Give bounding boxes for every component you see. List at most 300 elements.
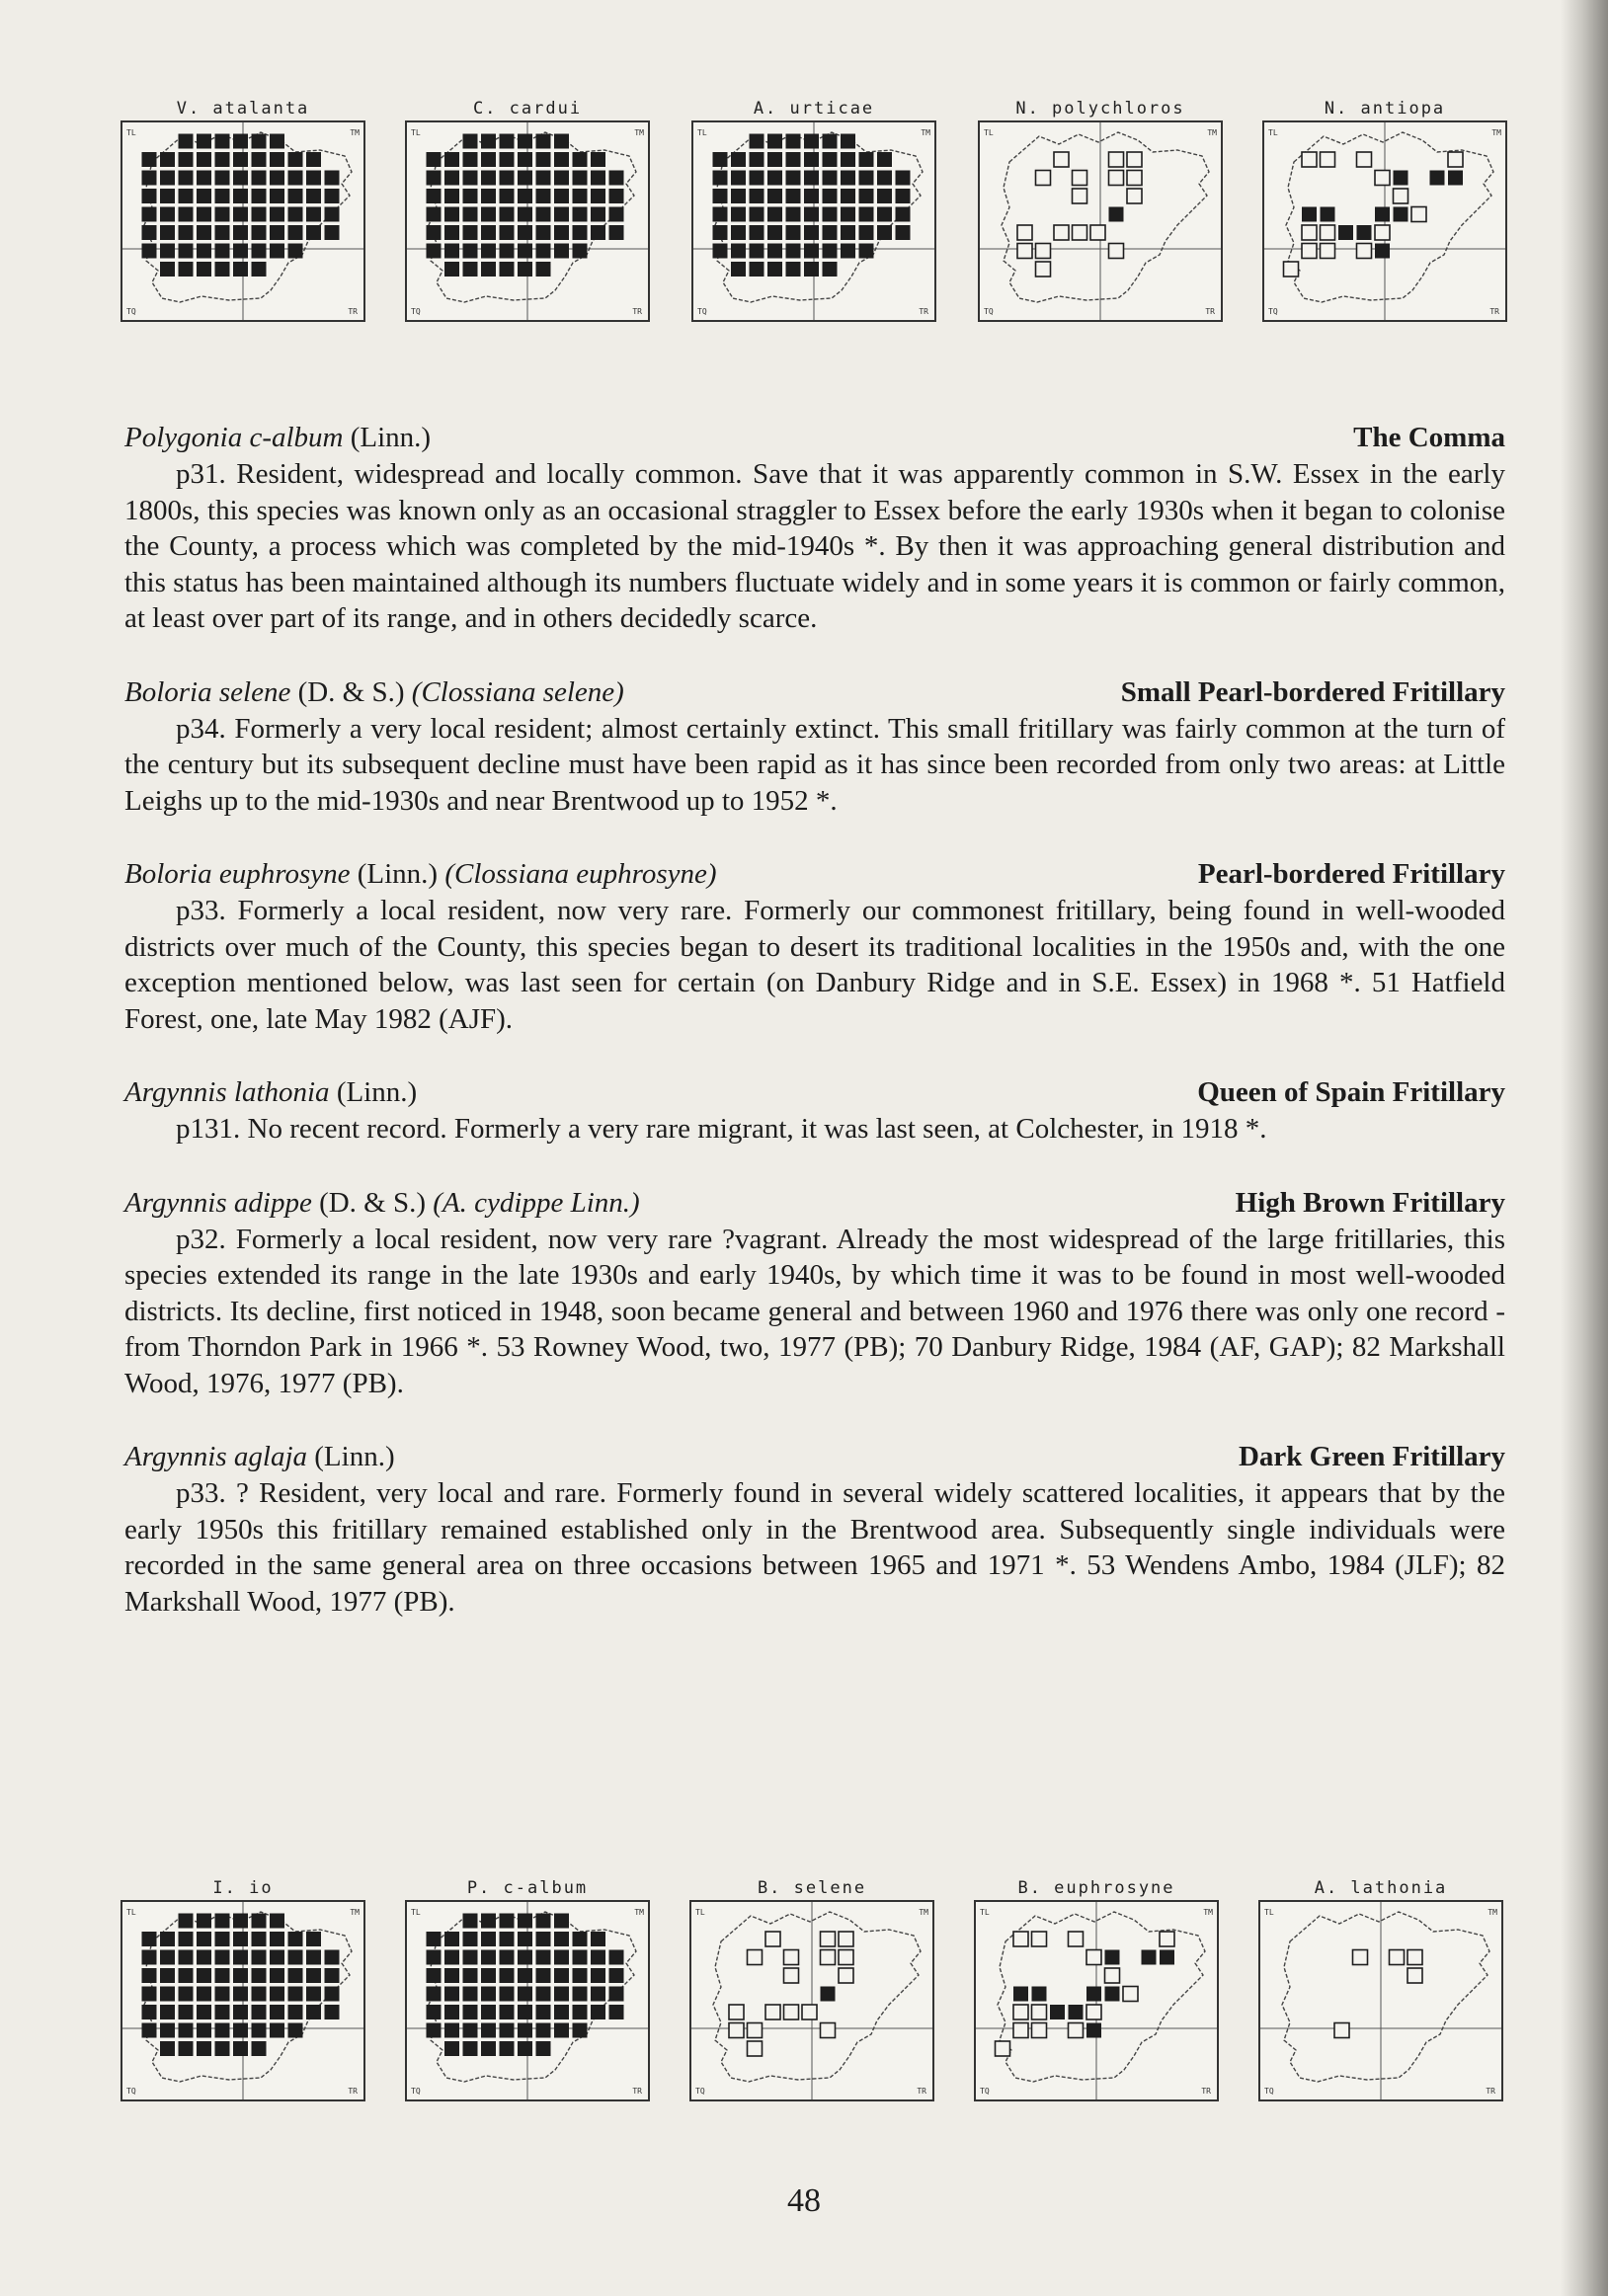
record-square-filled	[518, 225, 532, 240]
county-outline	[713, 1912, 921, 2082]
record-square-filled	[1109, 207, 1124, 222]
corner-label: TR	[917, 2087, 926, 2096]
distribution-map-graphic	[976, 1902, 1217, 2099]
record-square-filled	[591, 2005, 605, 2019]
record-square-filled	[142, 1932, 157, 1946]
record-square-open	[821, 1950, 836, 1965]
record-square-filled	[215, 189, 230, 203]
record-square-filled	[252, 189, 267, 203]
record-square-filled	[427, 1987, 442, 2002]
record-square-filled	[306, 225, 321, 240]
record-square-open	[748, 2023, 763, 2038]
record-square-filled	[786, 189, 801, 203]
map-frame	[405, 120, 650, 322]
corner-label: TR	[1489, 307, 1499, 316]
record-square-filled	[536, 189, 551, 203]
record-square-filled	[197, 152, 211, 167]
record-square-filled	[142, 2005, 157, 2019]
record-square-filled	[270, 189, 284, 203]
map-frame	[1262, 120, 1507, 322]
record-square-open	[1086, 1950, 1101, 1965]
record-square-filled	[160, 189, 175, 203]
record-square-filled	[197, 262, 211, 277]
record-square-filled	[1105, 1987, 1120, 2002]
corner-label: TL	[126, 128, 136, 137]
record-square-filled	[252, 225, 267, 240]
record-square-filled	[591, 171, 605, 186]
map-frame	[978, 120, 1223, 322]
record-square-filled	[270, 207, 284, 222]
record-square-open	[765, 1932, 780, 1946]
record-square-filled	[500, 2023, 515, 2038]
record-square-filled	[804, 262, 819, 277]
record-square-filled	[252, 152, 267, 167]
record-square-filled	[609, 225, 624, 240]
species-entry	[124, 673, 1505, 820]
record-square-filled	[554, 207, 569, 222]
common-name: Pearl-bordered Fritillary	[1197, 858, 1505, 890]
record-square-filled	[270, 1968, 284, 1983]
record-square-filled	[288, 244, 303, 259]
record-square-filled	[1394, 171, 1408, 186]
scientific-name: Boloria selene	[124, 675, 291, 708]
map-i-io	[121, 1876, 365, 2101]
map-b-selene	[689, 1876, 934, 2101]
record-square-filled	[197, 1968, 211, 1983]
record-square-filled	[270, 225, 284, 240]
record-square-filled	[767, 189, 782, 203]
record-square-filled	[252, 171, 267, 186]
record-square-filled	[179, 134, 194, 149]
record-square-open	[748, 2041, 763, 2056]
record-square-open	[821, 2023, 836, 2038]
corner-label: TQ	[697, 307, 707, 316]
record-square-filled	[270, 171, 284, 186]
record-square-filled	[427, 171, 442, 186]
record-square-filled	[325, 2005, 340, 2019]
record-square-filled	[463, 2041, 478, 2056]
record-square-filled	[786, 152, 801, 167]
map-caption: P. c-album	[466, 1878, 589, 1898]
record-square-filled	[179, 171, 194, 186]
record-square-filled	[142, 152, 157, 167]
record-square-filled	[481, 2041, 496, 2056]
record-square-filled	[179, 262, 194, 277]
record-square-filled	[859, 207, 874, 222]
record-square-filled	[481, 171, 496, 186]
record-square-open	[1321, 244, 1335, 259]
record-square-filled	[288, 1987, 303, 2002]
record-square-filled	[823, 134, 838, 149]
record-square-filled	[1086, 2023, 1101, 2038]
record-square-filled	[142, 2023, 157, 2038]
map-frame	[121, 120, 365, 322]
record-square-filled	[481, 2005, 496, 2019]
record-square-filled	[252, 262, 267, 277]
record-square-filled	[463, 244, 478, 259]
record-square-filled	[767, 171, 782, 186]
record-square-filled	[444, 189, 459, 203]
record-square-filled	[554, 1950, 569, 1965]
record-square-filled	[233, 207, 248, 222]
record-square-filled	[306, 1950, 321, 1965]
record-square-filled	[554, 1968, 569, 1983]
entry-heading	[124, 1438, 1505, 1475]
record-square-filled	[573, 1968, 588, 1983]
record-square-filled	[841, 189, 855, 203]
record-square-filled	[197, 2041, 211, 2056]
record-square-filled	[233, 1968, 248, 1983]
record-square-filled	[500, 1968, 515, 1983]
record-square-filled	[179, 2005, 194, 2019]
record-square-filled	[859, 225, 874, 240]
record-square-filled	[518, 152, 532, 167]
record-square-filled	[877, 152, 892, 167]
record-square-filled	[731, 152, 746, 167]
record-square-filled	[463, 262, 478, 277]
record-square-open	[802, 2005, 817, 2019]
record-square-open	[1127, 171, 1142, 186]
record-square-open	[821, 1932, 836, 1946]
record-square-filled	[481, 1950, 496, 1965]
record-square-filled	[427, 207, 442, 222]
record-square-filled	[536, 1914, 551, 1929]
corner-label: TQ	[1268, 307, 1278, 316]
record-square-filled	[731, 244, 746, 259]
record-square-filled	[306, 152, 321, 167]
record-square-open	[1109, 244, 1124, 259]
record-square-filled	[518, 207, 532, 222]
record-square-filled	[463, 2023, 478, 2038]
record-square-filled	[1448, 171, 1463, 186]
entry-body	[124, 1475, 1505, 1620]
record-square-filled	[804, 189, 819, 203]
record-square-filled	[142, 189, 157, 203]
record-square-filled	[591, 189, 605, 203]
record-square-filled	[288, 2023, 303, 2038]
record-square-filled	[481, 1968, 496, 1983]
record-square-filled	[896, 189, 911, 203]
record-square-filled	[1105, 1950, 1120, 1965]
record-square-filled	[518, 1968, 532, 1983]
record-square-filled	[573, 171, 588, 186]
record-square-filled	[591, 1932, 605, 1946]
record-square-filled	[536, 1968, 551, 1983]
map-caption: A. urticae	[753, 99, 875, 119]
record-square-filled	[427, 244, 442, 259]
record-square-filled	[142, 171, 157, 186]
record-square-filled	[215, 1987, 230, 2002]
record-square-filled	[142, 1987, 157, 2002]
record-square-filled	[481, 134, 496, 149]
record-square-filled	[609, 207, 624, 222]
corner-label: TM	[919, 1908, 928, 1917]
record-square-filled	[179, 244, 194, 259]
record-square-filled	[823, 207, 838, 222]
record-square-filled	[554, 244, 569, 259]
record-square-filled	[731, 262, 746, 277]
distribution-map-graphic	[980, 122, 1221, 320]
record-square-open	[1073, 225, 1087, 240]
corner-label: TR	[348, 2087, 358, 2096]
record-square-filled	[536, 2005, 551, 2019]
scientific-name: Argynnis lathonia	[124, 1076, 330, 1108]
record-square-filled	[233, 152, 248, 167]
record-square-filled	[444, 1950, 459, 1965]
record-square-filled	[160, 2005, 175, 2019]
map-frame	[691, 120, 936, 322]
record-square-open	[1013, 1932, 1028, 1946]
map-caption: V. atalanta	[176, 99, 310, 119]
author: (Linn.)	[314, 1441, 395, 1472]
map-caption: B. euphrosyne	[1017, 1878, 1175, 1898]
record-square-filled	[713, 225, 728, 240]
record-square-filled	[197, 225, 211, 240]
record-square-filled	[823, 244, 838, 259]
record-square-filled	[554, 171, 569, 186]
record-square-filled	[233, 225, 248, 240]
record-square-filled	[536, 2041, 551, 2056]
record-square-filled	[160, 171, 175, 186]
record-square-filled	[896, 207, 911, 222]
record-square-filled	[713, 244, 728, 259]
entry-heading	[124, 1184, 1505, 1222]
county-outline	[1282, 1912, 1489, 2082]
record-square-filled	[500, 244, 515, 259]
corner-label: TQ	[1264, 2087, 1274, 2096]
record-square-filled	[463, 152, 478, 167]
record-square-filled	[215, 2041, 230, 2056]
record-square-filled	[731, 225, 746, 240]
record-square-filled	[233, 134, 248, 149]
record-square-filled	[463, 1987, 478, 2002]
entry-heading	[124, 1073, 1505, 1111]
record-square-filled	[179, 225, 194, 240]
record-square-open	[1032, 2005, 1047, 2019]
record-square-open	[1013, 2005, 1028, 2019]
record-square-filled	[500, 2005, 515, 2019]
record-square-filled	[179, 207, 194, 222]
record-square-filled	[463, 1914, 478, 1929]
record-square-filled	[609, 1968, 624, 1983]
record-square-filled	[573, 189, 588, 203]
corner-label: TR	[632, 2087, 642, 2096]
record-square-filled	[573, 2005, 588, 2019]
record-square-open	[1302, 225, 1317, 240]
record-square-filled	[233, 262, 248, 277]
record-square-filled	[252, 1914, 267, 1929]
record-square-filled	[306, 1968, 321, 1983]
record-square-filled	[427, 1968, 442, 1983]
reference: p33.	[176, 1477, 226, 1509]
record-square-filled	[1050, 2005, 1065, 2019]
record-square-filled	[786, 171, 801, 186]
record-square-filled	[823, 152, 838, 167]
corner-label: TL	[980, 1908, 990, 1917]
record-square-filled	[841, 225, 855, 240]
record-square-filled	[500, 1932, 515, 1946]
record-square-filled	[197, 1987, 211, 2002]
record-square-filled	[859, 171, 874, 186]
corner-label: TM	[1203, 1908, 1213, 1917]
common-name: Queen of Spain Fritillary	[1197, 1076, 1505, 1108]
record-square-filled	[481, 1987, 496, 2002]
record-square-filled	[518, 2041, 532, 2056]
record-square-filled	[750, 207, 764, 222]
map-frame	[405, 1900, 650, 2101]
record-square-open	[1321, 225, 1335, 240]
record-square-open	[1284, 262, 1299, 277]
record-square-filled	[591, 1968, 605, 1983]
map-caption: N. polychloros	[1015, 99, 1185, 119]
record-square-filled	[142, 207, 157, 222]
county-outline	[1002, 132, 1209, 302]
record-square-filled	[427, 2005, 442, 2019]
record-square-filled	[325, 1968, 340, 1983]
record-square-open	[1394, 189, 1408, 203]
record-square-filled	[463, 171, 478, 186]
record-square-filled	[713, 171, 728, 186]
map-frame	[689, 1900, 934, 2101]
record-square-filled	[500, 152, 515, 167]
record-square-filled	[160, 1968, 175, 1983]
record-square-filled	[288, 189, 303, 203]
record-square-filled	[536, 225, 551, 240]
record-square-filled	[427, 2023, 442, 2038]
record-square-filled	[481, 262, 496, 277]
record-square-open	[1127, 152, 1142, 167]
record-square-filled	[750, 171, 764, 186]
record-square-filled	[713, 189, 728, 203]
distribution-map-graphic	[122, 122, 363, 320]
record-square-open	[1357, 244, 1372, 259]
record-square-filled	[233, 2023, 248, 2038]
record-square-filled	[573, 152, 588, 167]
record-square-filled	[179, 1950, 194, 1965]
record-square-filled	[306, 189, 321, 203]
record-square-filled	[233, 1950, 248, 1965]
record-square-filled	[609, 189, 624, 203]
corner-label: TR	[919, 307, 928, 316]
record-square-filled	[518, 1914, 532, 1929]
record-square-open	[1160, 1932, 1174, 1946]
record-square-open	[1013, 2023, 1028, 2038]
record-square-filled	[179, 1914, 194, 1929]
record-square-filled	[179, 189, 194, 203]
record-square-filled	[573, 1987, 588, 2002]
record-square-filled	[500, 2041, 515, 2056]
record-square-filled	[252, 2023, 267, 2038]
record-square-filled	[877, 207, 892, 222]
record-square-filled	[444, 2005, 459, 2019]
record-square-filled	[804, 244, 819, 259]
record-square-filled	[444, 152, 459, 167]
record-square-filled	[233, 1987, 248, 2002]
record-square-filled	[767, 152, 782, 167]
record-square-filled	[444, 225, 459, 240]
record-square-filled	[518, 244, 532, 259]
record-square-filled	[463, 1968, 478, 1983]
synonym: (Clossiana selene)	[411, 675, 624, 708]
record-square-filled	[215, 134, 230, 149]
record-square-filled	[573, 2023, 588, 2038]
record-square-filled	[731, 189, 746, 203]
record-square-filled	[518, 1932, 532, 1946]
corner-label: TL	[126, 1908, 136, 1917]
record-square-filled	[444, 171, 459, 186]
record-square-filled	[252, 244, 267, 259]
record-square-filled	[536, 1950, 551, 1965]
record-square-filled	[197, 134, 211, 149]
record-square-filled	[767, 134, 782, 149]
record-square-filled	[288, 1950, 303, 1965]
record-square-open	[729, 2005, 744, 2019]
record-square-filled	[306, 1932, 321, 1946]
record-square-open	[1090, 225, 1105, 240]
synonym: (A. cydippe Linn.)	[433, 1186, 640, 1219]
record-square-filled	[288, 1932, 303, 1946]
corner-label: TQ	[984, 307, 994, 316]
record-square-filled	[841, 207, 855, 222]
record-square-open	[784, 1968, 799, 1983]
record-square-filled	[1013, 1987, 1028, 2002]
record-square-filled	[841, 244, 855, 259]
record-square-filled	[750, 134, 764, 149]
species-entry	[124, 1184, 1505, 1402]
record-square-open	[839, 1968, 853, 1983]
record-square-filled	[160, 152, 175, 167]
record-square-filled	[609, 171, 624, 186]
record-square-filled	[573, 207, 588, 222]
record-square-filled	[804, 225, 819, 240]
record-square-filled	[288, 152, 303, 167]
record-square-open	[729, 2023, 744, 2038]
record-square-open	[1375, 171, 1390, 186]
record-square-filled	[1394, 207, 1408, 222]
record-square-filled	[160, 1950, 175, 1965]
record-square-filled	[233, 2041, 248, 2056]
record-square-filled	[1375, 244, 1390, 259]
entry-text: Formerly a local resident, now very rare ?vagrant. Already the most widespread of the large fritillaries, this species extended its range in the late 1930s and early 1940s, by which time it was to be found in most well-wooded districts. Its decline, first noticed in 1948, soon became general and between 1960 and 1976 there was only one record - from Thorndon Park in 1966 *. 53 Rowney Wood, two, 1977 (PB); 70 Danbury Ridge, 1984 (AF, GAP); 82 Markshall Wood, 1976, 1977 (PB).	[124, 1223, 1506, 1399]
record-square-filled	[142, 244, 157, 259]
corner-label: TL	[1268, 128, 1278, 137]
record-square-filled	[270, 1932, 284, 1946]
map-caption: C. cardui	[472, 99, 583, 119]
top-map-row	[0, 97, 1608, 324]
scientific-name: Boloria euphrosyne	[124, 858, 351, 890]
record-square-filled	[252, 1950, 267, 1965]
record-square-filled	[463, 134, 478, 149]
record-square-filled	[609, 1987, 624, 2002]
record-square-open	[1109, 171, 1124, 186]
record-square-filled	[306, 171, 321, 186]
record-square-filled	[197, 189, 211, 203]
reference: p131.	[176, 1113, 241, 1145]
map-n-polychloros	[978, 97, 1223, 322]
record-square-filled	[609, 1950, 624, 1965]
record-square-open	[1127, 189, 1142, 203]
corner-label: TM	[1207, 128, 1217, 137]
corner-label: TL	[411, 1908, 421, 1917]
record-square-filled	[591, 207, 605, 222]
record-square-filled	[179, 152, 194, 167]
record-square-filled	[481, 244, 496, 259]
corner-label: TL	[695, 1908, 705, 1917]
record-square-filled	[767, 262, 782, 277]
record-square-filled	[463, 207, 478, 222]
record-square-filled	[252, 2041, 267, 2056]
reference: p32.	[176, 1223, 226, 1255]
